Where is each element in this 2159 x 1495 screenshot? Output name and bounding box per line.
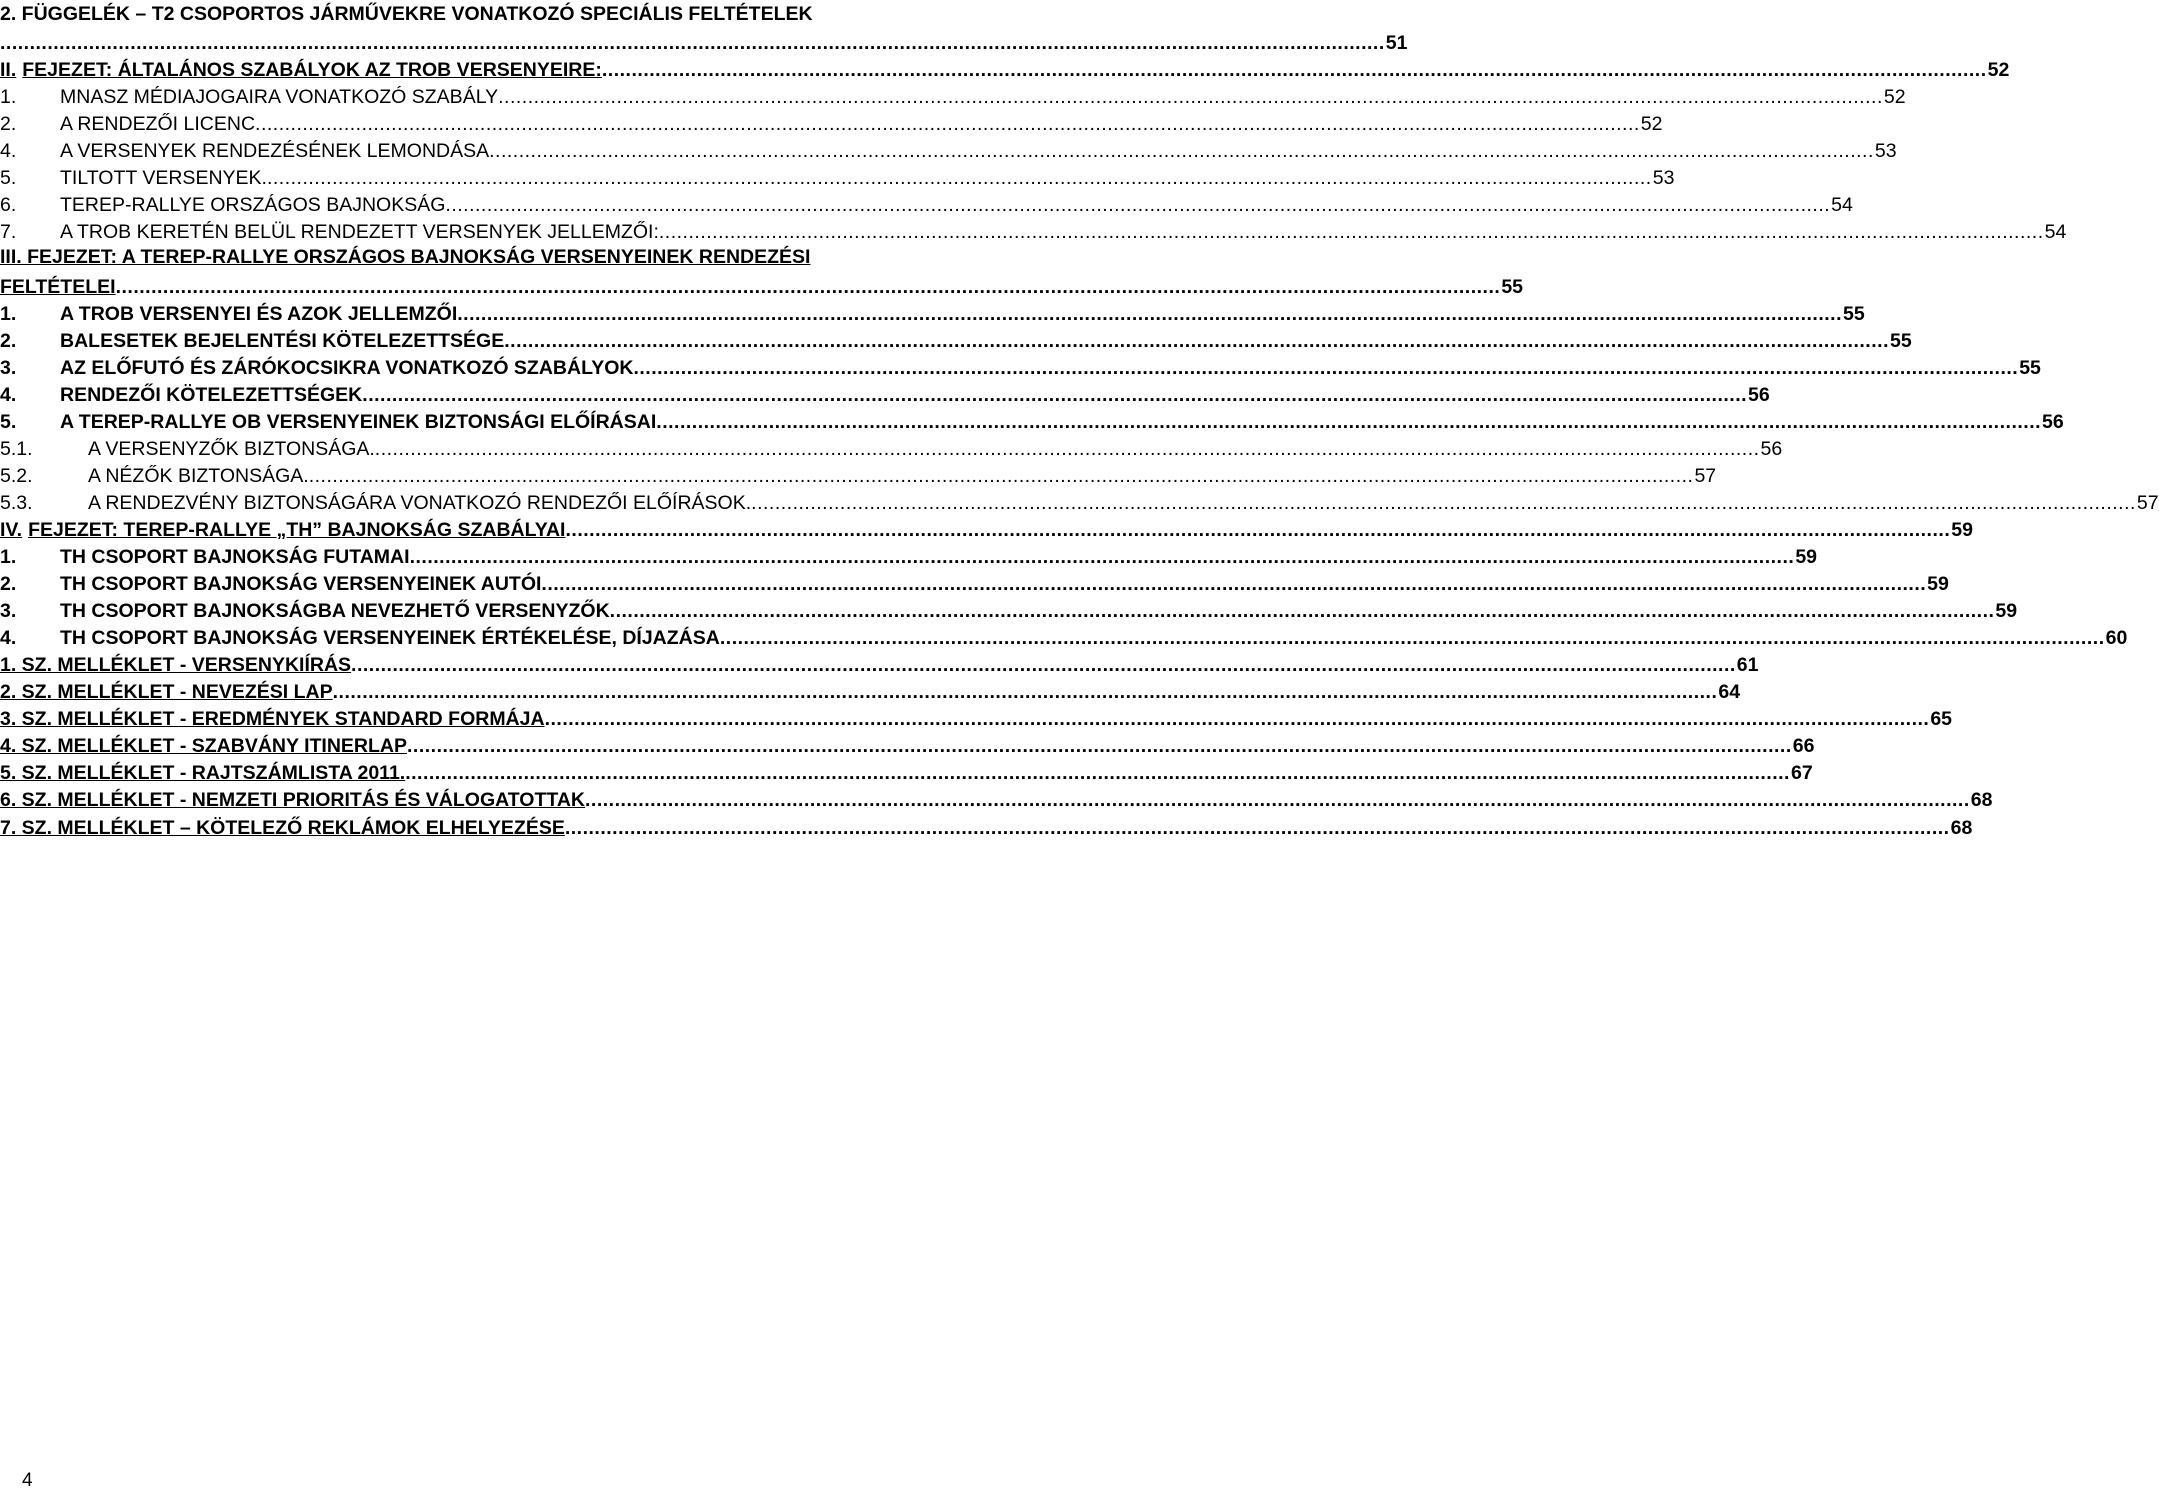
- toc-entry[interactable]: [0, 28, 1408, 54]
- toc-entry[interactable]: [0, 217, 2067, 243]
- toc-entry[interactable]: [0, 785, 1993, 811]
- toc-dot-leader: [267, 167, 1652, 189]
- toc-entry[interactable]: [0, 731, 1815, 757]
- toc-entry-title: FEJEZET: TEREP-RALLYE „TH” BAJNOKSÁG SZABÁLYAI: [28, 519, 566, 541]
- toc-page-number: 57: [2136, 492, 2159, 514]
- toc-dot-leader: [0, 32, 1385, 54]
- toc-page-number: 67: [1790, 762, 1813, 784]
- toc-page-number: 55: [1501, 276, 1524, 298]
- toc-entry[interactable]: [0, 326, 1912, 352]
- toc-page-number: 66: [1792, 735, 1815, 757]
- toc-entry-number: 1.: [0, 303, 17, 325]
- toc-page-number: 54: [1831, 194, 1853, 216]
- toc-entry-title: FELTÉTELEI: [0, 276, 116, 298]
- toc-entry-number: 6.: [0, 194, 17, 216]
- toc-entry[interactable]: [0, 380, 1770, 406]
- toc-dot-leader: [545, 708, 1930, 730]
- toc-entry-number: 4.: [0, 384, 17, 406]
- toc-entry-title: 1. SZ. MELLÉKLET - VERSENYKIÍRÁS: [0, 654, 352, 676]
- toc-dot-leader: [720, 627, 2105, 649]
- toc-dot-leader: [362, 384, 1747, 406]
- toc-page-number: 68: [1970, 789, 1993, 811]
- toc-dot-leader: [565, 817, 1950, 839]
- toc-page-number: 59: [1951, 519, 1973, 541]
- toc-dot-leader: [659, 221, 2044, 243]
- toc-entry-number: 7.: [0, 221, 17, 243]
- toc-dot-leader: [309, 465, 1694, 487]
- toc-page-number: 56: [2042, 411, 2064, 433]
- toc-entry-title: TH CSOPORT BAJNOKSÁGBA NEVEZHETŐ VERSENYZŐK: [60, 600, 610, 622]
- toc-entry-title: FEJEZET: ÁLTALÁNOS SZABÁLYOK AZ TROB VERSENYEIRE:: [22, 59, 602, 81]
- toc-dot-leader: [410, 546, 1795, 568]
- toc-entry-title: A VERSENYZŐK BIZTONSÁGA.: [88, 438, 375, 460]
- toc-page-number: 59: [1795, 546, 1818, 568]
- toc-entry-title: 7. SZ. MELLÉKLET – KÖTELEZŐ REKLÁMOK ELHELYEZÉSE: [0, 817, 565, 839]
- toc-entry-number: 2.: [0, 573, 17, 595]
- toc-entry[interactable]: [0, 299, 1865, 325]
- toc-entry-title: AZ ELŐFUTÓ ÉS ZÁRÓKOCSIKRA VONATKOZÓ SZABÁLYOK: [60, 357, 634, 379]
- toc-page-number: 52: [1640, 113, 1663, 135]
- toc-page-number: 60: [2105, 627, 2128, 649]
- toc-dot-leader: [445, 194, 1830, 216]
- toc-entry-number: 4.: [0, 627, 17, 649]
- toc-entry-title: 3. SZ. MELLÉKLET - EREDMÉNYEK STANDARD FORMÁJA: [0, 708, 545, 730]
- toc-page-number: 55: [1889, 330, 1912, 352]
- toc-entry-title: RENDEZŐI KÖTELEZETTSÉGEK: [60, 384, 363, 406]
- toc-entry-title: TILTOTT VERSENYEK.: [60, 167, 267, 189]
- toc-page-number: 65: [1930, 708, 1953, 730]
- toc-entry[interactable]: [0, 596, 2018, 622]
- toc-page-number: 53: [1874, 140, 1897, 162]
- toc-entry-title: MNASZ MÉDIAJOGAIRA VONATKOZÓ SZABÁLY: [60, 86, 499, 108]
- toc-page-number: 52: [1987, 59, 2010, 81]
- toc-entry[interactable]: [0, 434, 1783, 460]
- toc-dot-leader: [504, 330, 1889, 352]
- toc-page-number: 56: [1748, 384, 1770, 406]
- toc-entry[interactable]: [0, 488, 2159, 514]
- toc-page-number: 52: [1883, 86, 1906, 108]
- toc-entry-title: A TROB VERSENYEI ÉS AZOK JELLEMZŐI: [60, 303, 458, 325]
- toc-dot-leader: [489, 140, 1874, 162]
- toc-entry[interactable]: [0, 569, 1949, 595]
- toc-entry[interactable]: [0, 758, 1813, 784]
- toc-dot-leader: [565, 519, 1950, 541]
- toc-entry[interactable]: [0, 82, 1906, 108]
- toc-entry[interactable]: [0, 542, 1818, 568]
- toc-page-number: 57: [1694, 465, 1717, 487]
- toc-entry-number: 4.: [0, 140, 17, 162]
- toc-entry-title: A RENDEZVÉNY BIZTONSÁGÁRA VONATKOZÓ RENDEZŐI ELŐÍRÁSOK.: [88, 492, 752, 514]
- toc-dot-leader: [541, 573, 1926, 595]
- toc-entry-title: TH CSOPORT BAJNOKSÁG VERSENYEINEK AUTÓI: [60, 573, 542, 595]
- toc-entry-number: 1.: [0, 546, 17, 568]
- toc-page-number: 61: [1736, 654, 1759, 676]
- toc-entry-number: 5.1.: [0, 438, 33, 460]
- toc-entry-title: TEREP-RALLYE ORSZÁGOS BAJNOKSÁG: [60, 194, 446, 216]
- toc-dot-leader: [498, 86, 1883, 108]
- toc-dot-leader: [116, 276, 1501, 298]
- toc-entry[interactable]: [0, 650, 1759, 676]
- toc-entry-number: 3.: [0, 357, 17, 379]
- toc-entry-number: 5.3.: [0, 492, 33, 514]
- toc-entry-number: 5.: [0, 411, 17, 433]
- toc-dot-leader: [610, 600, 1995, 622]
- toc-page-number: 59: [1927, 573, 1949, 595]
- toc-dot-leader: [375, 438, 1760, 460]
- toc-page-number: 55: [1843, 303, 1865, 325]
- toc-entry-title: A VERSENYEK RENDEZÉSÉNEK LEMONDÁSA: [60, 140, 490, 162]
- toc-entry-title: TH CSOPORT BAJNOKSÁG VERSENYEINEK ÉRTÉKELÉSE, DÍJAZÁSA: [60, 627, 720, 649]
- toc-dot-leader: [633, 357, 2018, 379]
- toc-entry[interactable]: [0, 163, 1675, 189]
- toc-entry[interactable]: [0, 190, 1853, 216]
- toc-entry-number: 1.: [0, 86, 17, 108]
- toc-entry-number: 2.: [0, 113, 17, 135]
- toc-dot-leader: [255, 113, 1640, 135]
- toc-entry-title: 6. SZ. MELLÉKLET - NEMZETI PRIORITÁS ÉS VÁLOGATOTTAK: [0, 789, 586, 811]
- toc-dot-leader: [602, 59, 1987, 81]
- toc-entry[interactable]: [0, 704, 1953, 730]
- toc-entry-title: A NÉZŐK BIZTONSÁGA.: [88, 465, 309, 487]
- toc-entry[interactable]: [0, 623, 2128, 649]
- toc-entry-number: 2.: [0, 330, 17, 352]
- toc-page-number: 56: [1760, 438, 1783, 460]
- toc-entry[interactable]: [0, 353, 2041, 379]
- toc-dot-leader: [751, 492, 2136, 514]
- toc-entry[interactable]: [0, 813, 1973, 839]
- toc-dot-leader: [407, 735, 1792, 757]
- toc-entry-number: 5.2.: [0, 465, 33, 487]
- toc-dot-leader: [656, 411, 2041, 433]
- toc-page-number: 53: [1652, 167, 1675, 189]
- toc-entry-number: II.: [0, 59, 17, 81]
- toc-entry[interactable]: [0, 136, 1897, 162]
- toc-dot-leader: [585, 789, 1970, 811]
- toc-entry-heading[interactable]: III. FEJEZET: A TEREP-RALLYE ORSZÁGOS BAJNOKSÁG VERSENYEINEK RENDEZÉSI: [0, 246, 811, 268]
- toc-dot-leader: [457, 303, 1842, 325]
- toc-entry[interactable]: [0, 272, 1524, 298]
- toc-entry[interactable]: [0, 55, 2010, 81]
- toc-entry-title: 5. SZ. MELLÉKLET - RAJTSZÁMLISTA 2011.: [0, 762, 406, 784]
- toc-page-number: 54: [2044, 221, 2067, 243]
- toc-entry-title: A TEREP-RALLYE OB VERSENYEINEK BIZTONSÁGI ELŐÍRÁSAI: [60, 411, 657, 433]
- toc-entry-title: A TROB KERETÉN BELÜL RENDEZETT VERSENYEK JELLEMZŐI:: [60, 221, 659, 243]
- toc-entry[interactable]: [0, 515, 1973, 541]
- toc-dot-leader: [351, 654, 1736, 676]
- toc-entry[interactable]: [0, 407, 2064, 433]
- toc-page-number: 59: [1995, 600, 2018, 622]
- toc-dot-leader: [405, 762, 1790, 784]
- toc-entry-number: 5.: [0, 167, 17, 189]
- toc-entry-number: 3.: [0, 600, 17, 622]
- toc-entry[interactable]: [0, 109, 1663, 135]
- toc-entry-heading[interactable]: 2. FÜGGELÉK – T2 CSOPORTOS JÁRMŰVEKRE VONATKOZÓ SPECIÁLIS FELTÉTELEK: [0, 3, 813, 25]
- toc-entry[interactable]: [0, 461, 1717, 487]
- toc-entry[interactable]: [0, 677, 1741, 703]
- toc-entry-number: IV.: [0, 519, 23, 541]
- toc-entry-title: BALESETEK BEJELENTÉSI KÖTELEZETTSÉGE: [60, 330, 505, 352]
- page-number: 4: [22, 1470, 33, 1491]
- toc-entry-title: A RENDEZŐI LICENC: [60, 113, 256, 135]
- toc-page-number: 68: [1950, 817, 1973, 839]
- toc-entry-title: 4. SZ. MELLÉKLET - SZABVÁNY ITINERLAP: [0, 735, 407, 757]
- toc-dot-leader: [333, 681, 1718, 703]
- toc-page-number: 55: [2019, 357, 2041, 379]
- toc-entry-title: 2. SZ. MELLÉKLET - NEVEZÉSI LAP: [0, 681, 333, 703]
- toc-entry-title: TH CSOPORT BAJNOKSÁG FUTAMAI: [60, 546, 410, 568]
- toc-page-number: 51: [1385, 32, 1408, 54]
- toc-page-number: 64: [1718, 681, 1741, 703]
